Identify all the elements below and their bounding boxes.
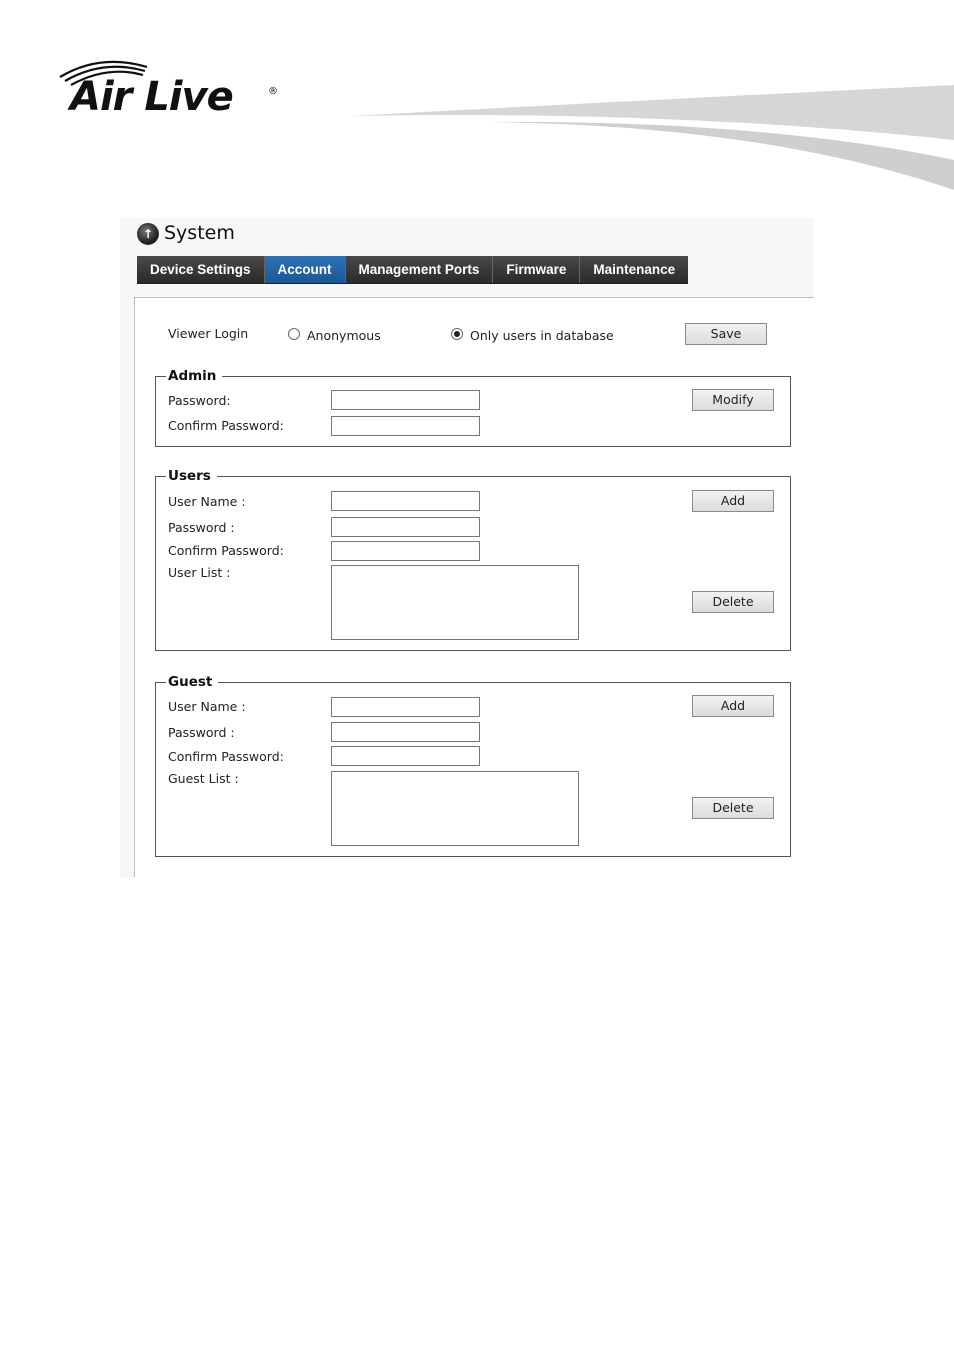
tab-bar [137,256,688,283]
guest-add-button[interactable]: Add [692,695,774,717]
users-username-input[interactable] [331,491,480,511]
users-add-button[interactable]: Add [692,490,774,512]
admin-password-label: Password: [168,393,231,408]
guest-list-label: Guest List : [168,771,239,786]
guest-confirm-input[interactable] [331,746,480,766]
guest-password-input[interactable] [331,722,480,742]
user-list-label: User List : [168,565,231,580]
guest-legend: Guest [166,674,218,690]
anonymous-radio[interactable] [288,328,300,340]
tab-management-ports[interactable]: Management Ports [346,256,494,283]
tab-account[interactable]: Account [265,256,346,283]
admin-legend: Admin [166,368,222,384]
tab-maintenance[interactable]: Maintenance [580,256,688,283]
admin-confirm-input[interactable] [331,416,480,436]
brand-registered-mark: ® [268,86,278,97]
users-password-input[interactable] [331,517,480,537]
tab-firmware[interactable]: Firmware [493,256,580,283]
users-password-label: Password : [168,520,235,535]
admin-password-input[interactable] [331,390,480,410]
only-users-label: Only users in database [470,328,614,343]
guest-username-label: User Name : [168,699,246,714]
panel-edge [802,820,814,877]
guest-username-input[interactable] [331,697,480,717]
modify-button[interactable]: Modify [692,389,774,411]
users-legend: Users [166,468,217,484]
save-button[interactable]: Save [685,323,767,345]
users-username-label: User Name : [168,494,246,509]
anonymous-label: Anonymous [307,328,381,343]
system-badge-icon: ↑ [137,223,159,245]
guest-password-label: Password : [168,725,235,740]
admin-confirm-label: Confirm Password: [168,418,284,433]
guest-list-box[interactable] [331,771,579,846]
admin-fieldset [155,376,791,447]
users-delete-button[interactable]: Delete [692,591,774,613]
viewer-login-label: Viewer Login [168,326,249,341]
guest-confirm-label: Confirm Password: [168,749,284,764]
user-list-box[interactable] [331,565,579,640]
users-confirm-input[interactable] [331,541,480,561]
only-users-radio[interactable] [451,328,463,340]
guest-delete-button[interactable]: Delete [692,797,774,819]
page-title: System [164,222,235,244]
header-swoosh-graphic [345,80,954,200]
brand-logo: Air Live [70,74,233,120]
tab-device-settings[interactable]: Device Settings [137,256,265,283]
users-confirm-label: Confirm Password: [168,543,284,558]
